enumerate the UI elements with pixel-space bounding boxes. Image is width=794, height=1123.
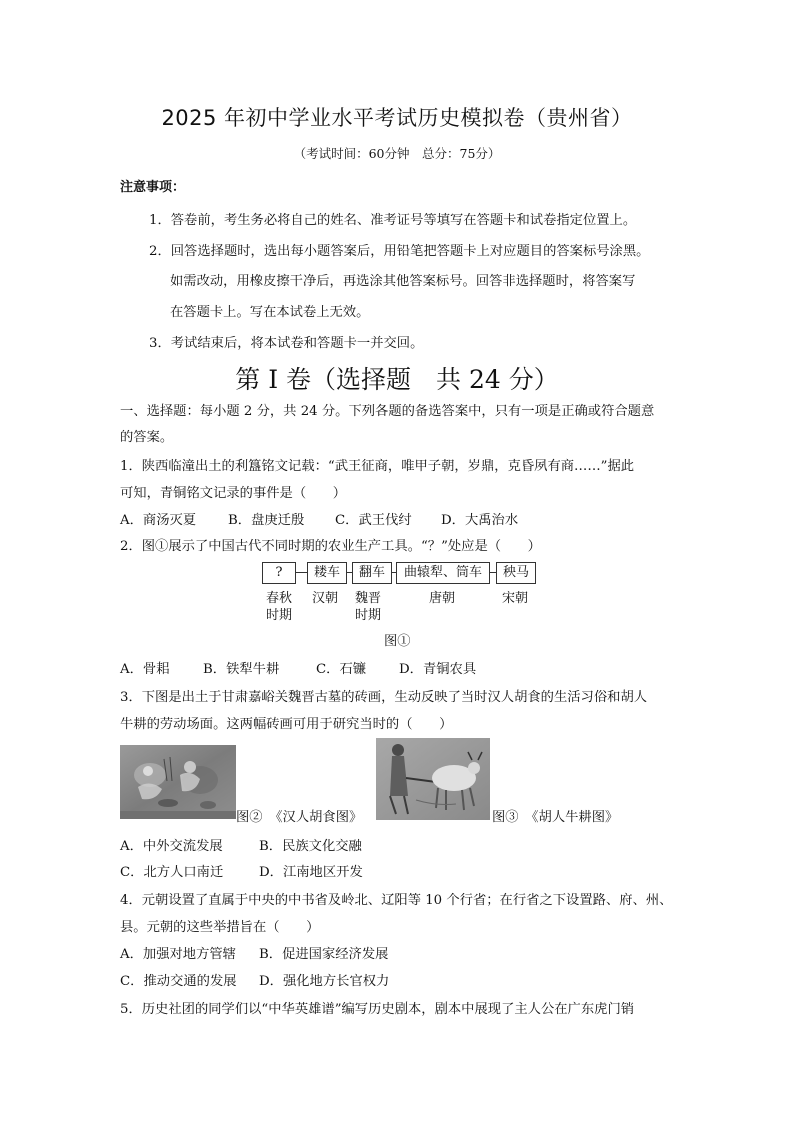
q4-stem-2: 县。元朝的这些举措旨在（ ）	[120, 920, 320, 935]
q3-option-a: A．中外交流发展	[120, 839, 223, 854]
q2-option-c: C．石镰	[316, 662, 367, 677]
notice-item-1: 1．答卷前，考生务必将自己的姓名、准考证号等填写在答题卡和试卷指定位置上。	[149, 213, 637, 228]
notice-item-2-cont-1: 如需改动，用橡皮擦干净后，再选涂其他答案标号。回答非选择题时，将答案写	[170, 274, 636, 289]
exam-title: 2025 年初中学业水平考试历史模拟卷（贵州省）	[161, 106, 633, 130]
notice-item-3: 3．考试结束后，将本试卷和答题卡一并交回。	[149, 336, 424, 351]
figure2-caption: 图② 《汉人胡食图》	[236, 810, 363, 825]
q5-stem-1: 5．历史社团的同学们以“中华英雄谱”编写历史剧本，剧本中展现了主人公在广东虎门销	[120, 1002, 635, 1017]
q1-option-a: A．商汤灭夏	[120, 513, 197, 528]
q2-option-a: A．骨耜	[120, 662, 170, 677]
q2-option-d: D．青铜农具	[399, 662, 477, 677]
figure2-brick-painting	[120, 745, 236, 819]
q2-stem: 2．图①展示了中国古代不同时期的农业生产工具。“？”处应是（ ）	[120, 539, 541, 554]
timeline-tool-quyuanli: 曲辕犁、筒车	[396, 562, 490, 584]
figure1-caption: 图①	[384, 634, 411, 649]
timeline-tool-fanche: 翻车	[352, 562, 392, 584]
q1-stem-1: 1．陕西临潼出土的利簋铭文记载：“武王征商，唯甲子朝，岁鼎，克昏夙有商……”据此	[120, 459, 635, 474]
q3-option-b: B．民族文化交融	[259, 839, 362, 854]
q4-option-b: B．促进国家经济发展	[259, 947, 389, 962]
q3-stem-1: 3．下图是出土于甘肃嘉峪关魏晋古墓的砖画，生动反映了当时汉人胡食的生活习俗和胡人	[120, 690, 648, 705]
q2-option-b: B．铁犁牛耕	[203, 662, 280, 677]
timeline-period-song: 宋朝	[501, 591, 528, 606]
q1-option-c: C．武王伐纣	[335, 513, 412, 528]
notice-item-2-cont-2: 在答题卡上。写在本试卷上无效。	[170, 305, 370, 320]
q3-option-d: D．江南地区开发	[259, 865, 363, 880]
q1-option-b: B．盘庚迁殷	[228, 513, 305, 528]
figure3-caption: 图③ 《胡人牛耕图》	[492, 810, 619, 825]
q1-option-d: D．大禹治水	[441, 513, 519, 528]
q4-option-a: A．加强对地方管辖	[120, 947, 236, 962]
q1-stem-2: 可知，青铜铭文记录的事件是（ ）	[120, 486, 347, 501]
q4-option-c: C．推动交通的发展	[120, 974, 237, 989]
timeline-tool-louche: 耧车	[307, 562, 347, 584]
exam-subtitle: （考试时间：60分钟 总分：75分）	[293, 146, 501, 161]
q3-option-c: C．北方人口南迁	[120, 865, 224, 880]
timeline-period-han: 汉朝	[311, 591, 338, 606]
q4-option-d: D．强化地方长官权力	[259, 974, 390, 989]
section-title: 第 I 卷（选择题 共 24 分）	[235, 365, 559, 394]
timeline-tool-unknown: ?	[262, 562, 296, 584]
timeline-period-chunqiu: 春秋 时期	[265, 591, 292, 623]
timeline-arrow	[489, 572, 496, 573]
timeline-period-tang: 唐朝	[428, 591, 455, 606]
q4-stem-1: 4．元朝设置了直属于中央的中书省及岭北、辽阳等 10 个行省；在行省之下设置路、府、州、	[120, 893, 673, 908]
notice-item-2: 2．回答选择题时，选出每小题答案后，用铅笔把答题卡上对应题目的答案标号涂黑。	[149, 244, 650, 259]
q3-stem-2: 牛耕的劳动场面。这两幅砖画可用于研究当时的（ ）	[120, 717, 453, 732]
instructions-line-2: 的答案。	[120, 430, 174, 445]
timeline-period-weijin: 魏晋 时期	[354, 591, 381, 623]
figure3-brick-painting	[376, 738, 490, 820]
timeline-arrow	[295, 572, 307, 573]
notice-heading: 注意事项：	[120, 180, 186, 195]
instructions-line-1: 一、选择题：每小题 2 分，共 24 分。下列各题的备选答案中，只有一项是正确或符合题意	[120, 404, 655, 419]
timeline-tool-yangma: 秧马	[496, 562, 536, 584]
